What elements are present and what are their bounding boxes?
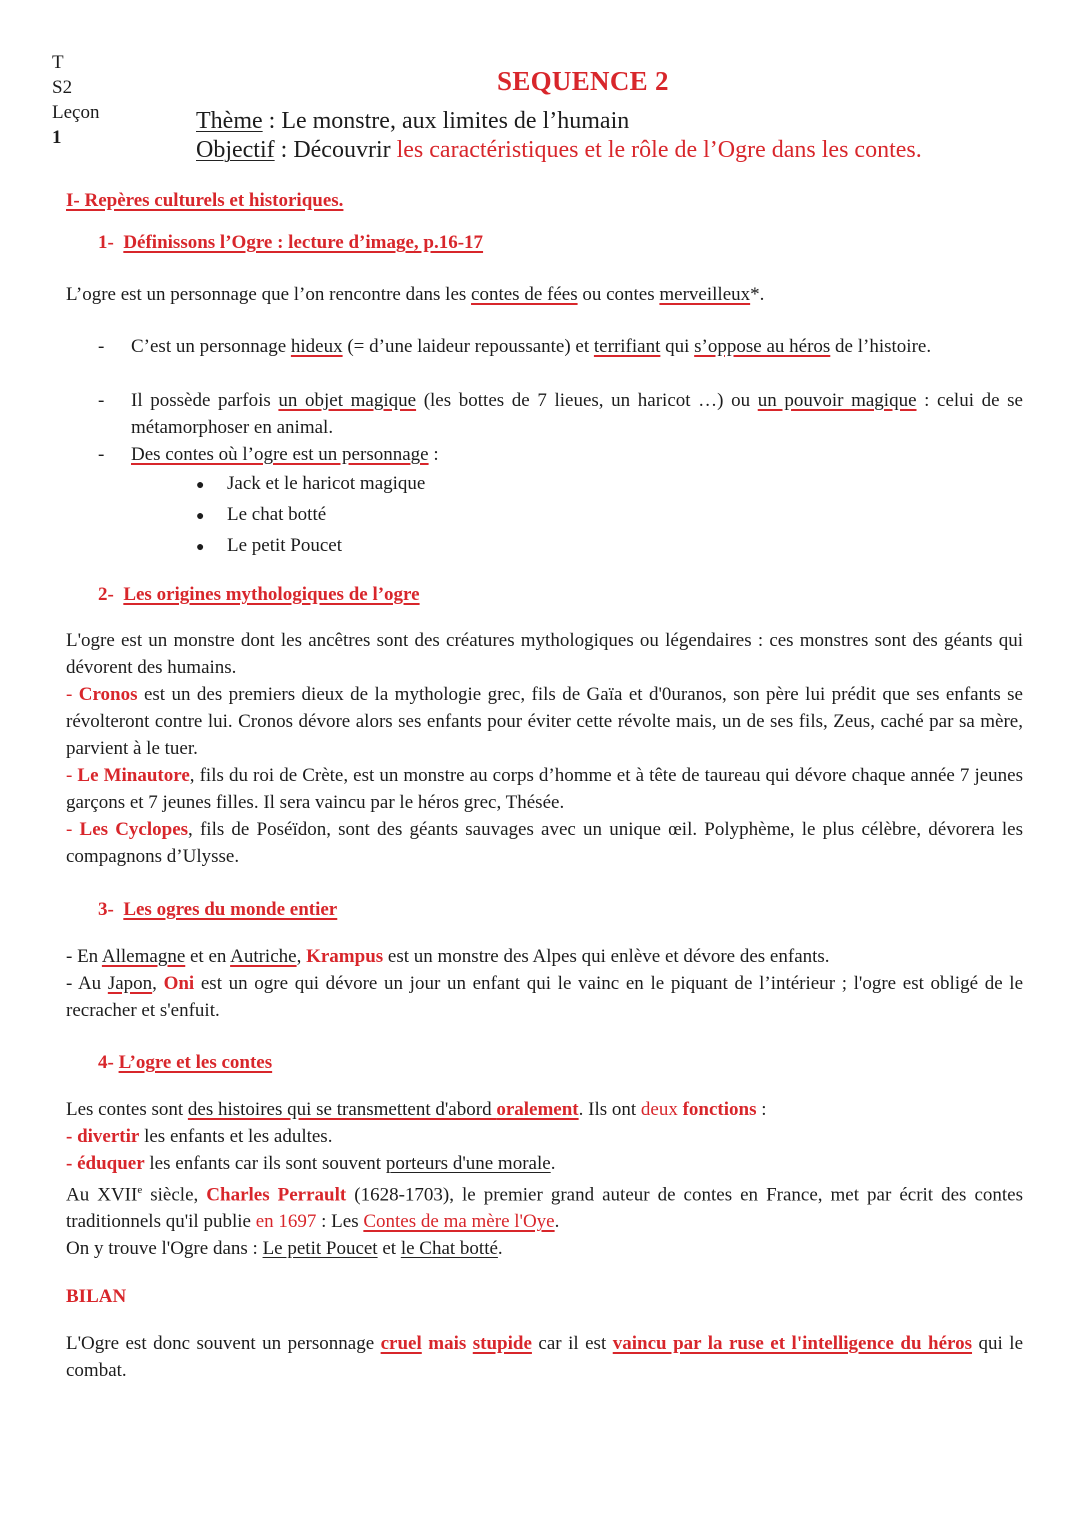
bilan-paragraph bbox=[66, 1330, 1023, 1384]
subsection-3-heading bbox=[98, 899, 337, 921]
subsection-1-number: 1- bbox=[98, 232, 114, 253]
krampus-comma: , bbox=[296, 946, 307, 967]
tales-text-a: Les contes sont bbox=[66, 1099, 188, 1120]
bullet1-text-b: (= d’une laideur repoussante) et bbox=[342, 336, 594, 357]
subsection-3-title: Les ogres du monde entier bbox=[123, 899, 338, 920]
section-heading: I- Repères culturels et historiques. bbox=[66, 190, 344, 211]
function-educate bbox=[66, 1150, 1023, 1177]
bullet3-colon: : bbox=[428, 444, 439, 465]
tale-jack: Jack et le haricot magique bbox=[227, 473, 426, 494]
tales-colon: : bbox=[756, 1099, 767, 1120]
cyclopes-dash: - bbox=[66, 819, 80, 840]
theme-label: Thème bbox=[196, 108, 263, 134]
bullet1-text-d: de l’histoire. bbox=[830, 336, 932, 357]
bullet-dot-icon: ● bbox=[196, 540, 205, 555]
tales-functions: fonctions bbox=[682, 1099, 757, 1120]
oni-text: est un ogre qui dévore un jour un enfant qui le vainc en le piquant de l’intérieur ; l'ogre est obligé de le recracher et s'enfuit. bbox=[66, 973, 1024, 1021]
bilan-heading: BILAN bbox=[66, 1286, 127, 1307]
theme-sep: : bbox=[262, 108, 282, 134]
subsection-2-heading bbox=[98, 584, 420, 606]
theme-text: Le monstre, aux limites de l’humain bbox=[281, 108, 630, 134]
oni-comma: , bbox=[152, 973, 164, 994]
ogre-tales-and: et bbox=[377, 1238, 401, 1260]
cyclopes-text: , fils de Poséïdon, sont des géants sauvages avec un unique œil. Polyphème, le plus célèbre, dévorera les compagnons d’Ulysse. bbox=[66, 819, 1024, 867]
krampus-text-d: est un monstre des Alpes qui enlève et dévore des enfants. bbox=[383, 946, 830, 967]
ogre-tale-poucet: Le petit Poucet bbox=[262, 1238, 378, 1260]
tales-text-b: . Ils ont bbox=[578, 1099, 641, 1120]
mythology-paragraph bbox=[66, 627, 1023, 870]
ogre-tales-text-a: On y trouve l'Ogre dans : bbox=[66, 1238, 263, 1260]
world-ogres-paragraph bbox=[66, 943, 1023, 1024]
cronos-name: Cronos bbox=[78, 684, 138, 705]
educate-moral: porteurs d'une morale bbox=[385, 1153, 551, 1174]
subsection-4-heading bbox=[98, 1052, 272, 1074]
oni-text-a: - Au bbox=[66, 973, 108, 994]
corner-sequence: S2 bbox=[52, 77, 73, 98]
corner-lesson-number: 1 bbox=[52, 127, 62, 148]
list-item: - Des contes où l’ogre est un personnage : bbox=[98, 444, 439, 465]
entertain-word: divertir bbox=[77, 1126, 140, 1147]
bilan-cruel: cruel bbox=[380, 1333, 422, 1354]
perrault-text-c: (1628-1703), le premier grand auteur de contes en France, met par écrit des contes traditionnels qu'il publie bbox=[66, 1184, 1023, 1233]
bilan-defeated: vaincu par la ruse et l'intelligence du héros bbox=[612, 1333, 973, 1354]
entertain-text: les enfants et les adultes. bbox=[139, 1126, 333, 1147]
mythology-intro: L'ogre est un monstre dont les ancêtres sont des créatures mythologiques ou légendaires : ces monstres sont des géants qui dévorent des humains. bbox=[66, 630, 1023, 678]
objective-text: les caractéristiques et le rôle de l’Ogre dans les contes. bbox=[396, 137, 922, 163]
krampus-line bbox=[66, 943, 1023, 970]
entertain-dash: - bbox=[66, 1126, 78, 1147]
oni-name: Oni bbox=[163, 973, 195, 994]
corner-info bbox=[52, 50, 99, 150]
educate-text: les enfants car ils sont souvent bbox=[144, 1153, 386, 1174]
bilan-text-c: qui le combat. bbox=[66, 1333, 1024, 1381]
tales-two: deux bbox=[640, 1099, 683, 1120]
perrault-paragraph bbox=[66, 1177, 1023, 1235]
bilan-but: mais bbox=[421, 1333, 473, 1354]
objective-line bbox=[196, 136, 922, 165]
cyclopes-paragraph bbox=[66, 816, 1023, 870]
perrault-book: Contes de ma mère l'Oye bbox=[363, 1211, 555, 1233]
bullet3-tales-label: Des contes où l’ogre est un personnage bbox=[131, 444, 429, 465]
objective-sep: : bbox=[274, 137, 294, 163]
theme-block bbox=[196, 107, 922, 165]
austria: Autriche bbox=[230, 946, 297, 967]
subsection-3-number: 3- bbox=[98, 899, 114, 920]
bullet2-magic-object: un objet magique bbox=[278, 390, 417, 411]
oni-line bbox=[66, 970, 1023, 1024]
objective-pre: Découvrir bbox=[293, 137, 397, 163]
objective-label: Objectif bbox=[196, 137, 275, 163]
cronos-dash: - bbox=[66, 684, 79, 705]
theme-line bbox=[196, 107, 922, 136]
krampus-text-b: et en bbox=[185, 946, 231, 967]
bullet1-text-c: qui bbox=[660, 336, 695, 357]
tale-puss: Le chat botté bbox=[227, 504, 327, 525]
krampus-text-a: - En bbox=[66, 946, 102, 967]
bilan-text-b: car il est bbox=[531, 1333, 613, 1354]
page-title: SEQUENCE 2 bbox=[497, 66, 669, 96]
ogre-intro-paragraph bbox=[66, 281, 1023, 308]
ogre-tales-line bbox=[66, 1235, 1023, 1262]
intro-text-a: L’ogre est un personnage que l’on rencontre dans les bbox=[66, 284, 472, 305]
ogre-tales-period: . bbox=[497, 1238, 503, 1260]
minotaur-dash: - bbox=[66, 765, 78, 786]
bullet2-magic-power: un pouvoir magique bbox=[757, 390, 917, 411]
subsection-2-number: 2- bbox=[98, 584, 114, 605]
bilan-text-a: L'Ogre est donc souvent un personnage bbox=[66, 1333, 381, 1354]
tales-list bbox=[196, 469, 425, 562]
educate-dash: - bbox=[66, 1153, 78, 1174]
educate-period: . bbox=[550, 1153, 556, 1174]
tales-orally: oralement bbox=[496, 1099, 579, 1120]
subsection-4-number: 4- bbox=[98, 1052, 114, 1073]
cyclopes-name: Les Cyclopes bbox=[79, 819, 189, 840]
corner-lesson-label: Leçon bbox=[52, 102, 100, 123]
perrault-period: . bbox=[554, 1211, 560, 1233]
intro-text-b: ou contes bbox=[577, 284, 660, 305]
list-item: - Il possède parfois un objet magique (les bottes de 7 lieues, un haricot …) ou un pouvoir magique : celui de se métamorphoser en animal. bbox=[98, 390, 1023, 438]
minotaur-name: Le Minautore bbox=[77, 765, 190, 786]
subsection-1-heading bbox=[98, 232, 483, 254]
function-entertain bbox=[66, 1123, 1023, 1150]
bullet2-text-b: (les bottes de 7 lieues, un haricot …) ou bbox=[416, 390, 758, 411]
subsection-1-title: Définissons l’Ogre : lecture d’image, p.16-17 bbox=[123, 232, 484, 253]
list-item bbox=[196, 469, 425, 500]
subsection-4-title: L’ogre et les contes bbox=[118, 1052, 273, 1073]
cronos-paragraph bbox=[66, 681, 1023, 762]
minotaur-text: , fils du roi de Crète, est un monstre au corps d’homme et à tête de taureau qui dévore chaque année 7 jeunes garçons et 7 jeunes filles. Il sera vaincu par le héros grec, Thésée. bbox=[66, 765, 1024, 813]
perrault-century: Au XVII bbox=[66, 1184, 138, 1206]
germany: Allemagne bbox=[101, 946, 186, 967]
bullet1-terrifying: terrifiant bbox=[593, 336, 661, 357]
bilan-stupid: stupide bbox=[472, 1333, 532, 1354]
perrault-date: en 1697 bbox=[255, 1211, 317, 1233]
intro-fairy-tales: contes de fées bbox=[471, 284, 578, 305]
intro-marvelous: merveilleux bbox=[659, 284, 751, 305]
bullet1-text-a: C’est un personnage bbox=[131, 336, 291, 357]
perrault-text-d: : Les bbox=[316, 1211, 364, 1233]
bullet1-opposes-hero: s’oppose au héros bbox=[694, 336, 831, 357]
krampus-name: Krampus bbox=[306, 946, 384, 967]
bullet-dot-icon: ● bbox=[196, 478, 205, 493]
perrault-name: Charles Perrault bbox=[206, 1184, 347, 1206]
perrault-sup: e bbox=[137, 1184, 143, 1196]
bullet2-text-c: : celui de se métamorphoser en animal. bbox=[131, 390, 1023, 438]
tales-functions-line bbox=[66, 1096, 1023, 1123]
list-item bbox=[196, 500, 425, 531]
bullet-dot-icon: ● bbox=[196, 509, 205, 524]
ogre-tale-puss: le Chat botté bbox=[400, 1238, 498, 1260]
intro-text-c: *. bbox=[750, 284, 765, 305]
bullet1-hideous: hideux bbox=[290, 336, 343, 357]
corner-class: T bbox=[52, 52, 64, 73]
list-item bbox=[196, 531, 425, 562]
list-item: - C’est un personnage hideux (= d’une laideur repoussante) et terrifiant qui s’oppose au héros de l’histoire. bbox=[98, 336, 932, 357]
minotaur-paragraph bbox=[66, 762, 1023, 816]
japan: Japon bbox=[107, 973, 153, 994]
tales-transmitted: des histoires qui se transmettent d'abord bbox=[187, 1099, 497, 1120]
subsection-2-title: Les origines mythologiques de l’ogre bbox=[123, 584, 420, 605]
cronos-text: est un des premiers dieux de la mythologie grec, fils de Gaïa et d'0uranos, son père lui prédit que ses enfants se révolteront contre lui. Cronos dévore alors ses enfants pour éviter cette révolte mais, un de ses fils, Zeus, caché par sa mère, parvient à le tuer. bbox=[66, 684, 1023, 759]
tale-poucet: Le petit Poucet bbox=[227, 535, 343, 556]
tales-paragraph bbox=[66, 1096, 1023, 1262]
bullet2-text-a: Il possède parfois bbox=[131, 390, 279, 411]
perrault-text-b: siècle, bbox=[142, 1184, 207, 1206]
educate-word: éduquer bbox=[77, 1153, 145, 1174]
